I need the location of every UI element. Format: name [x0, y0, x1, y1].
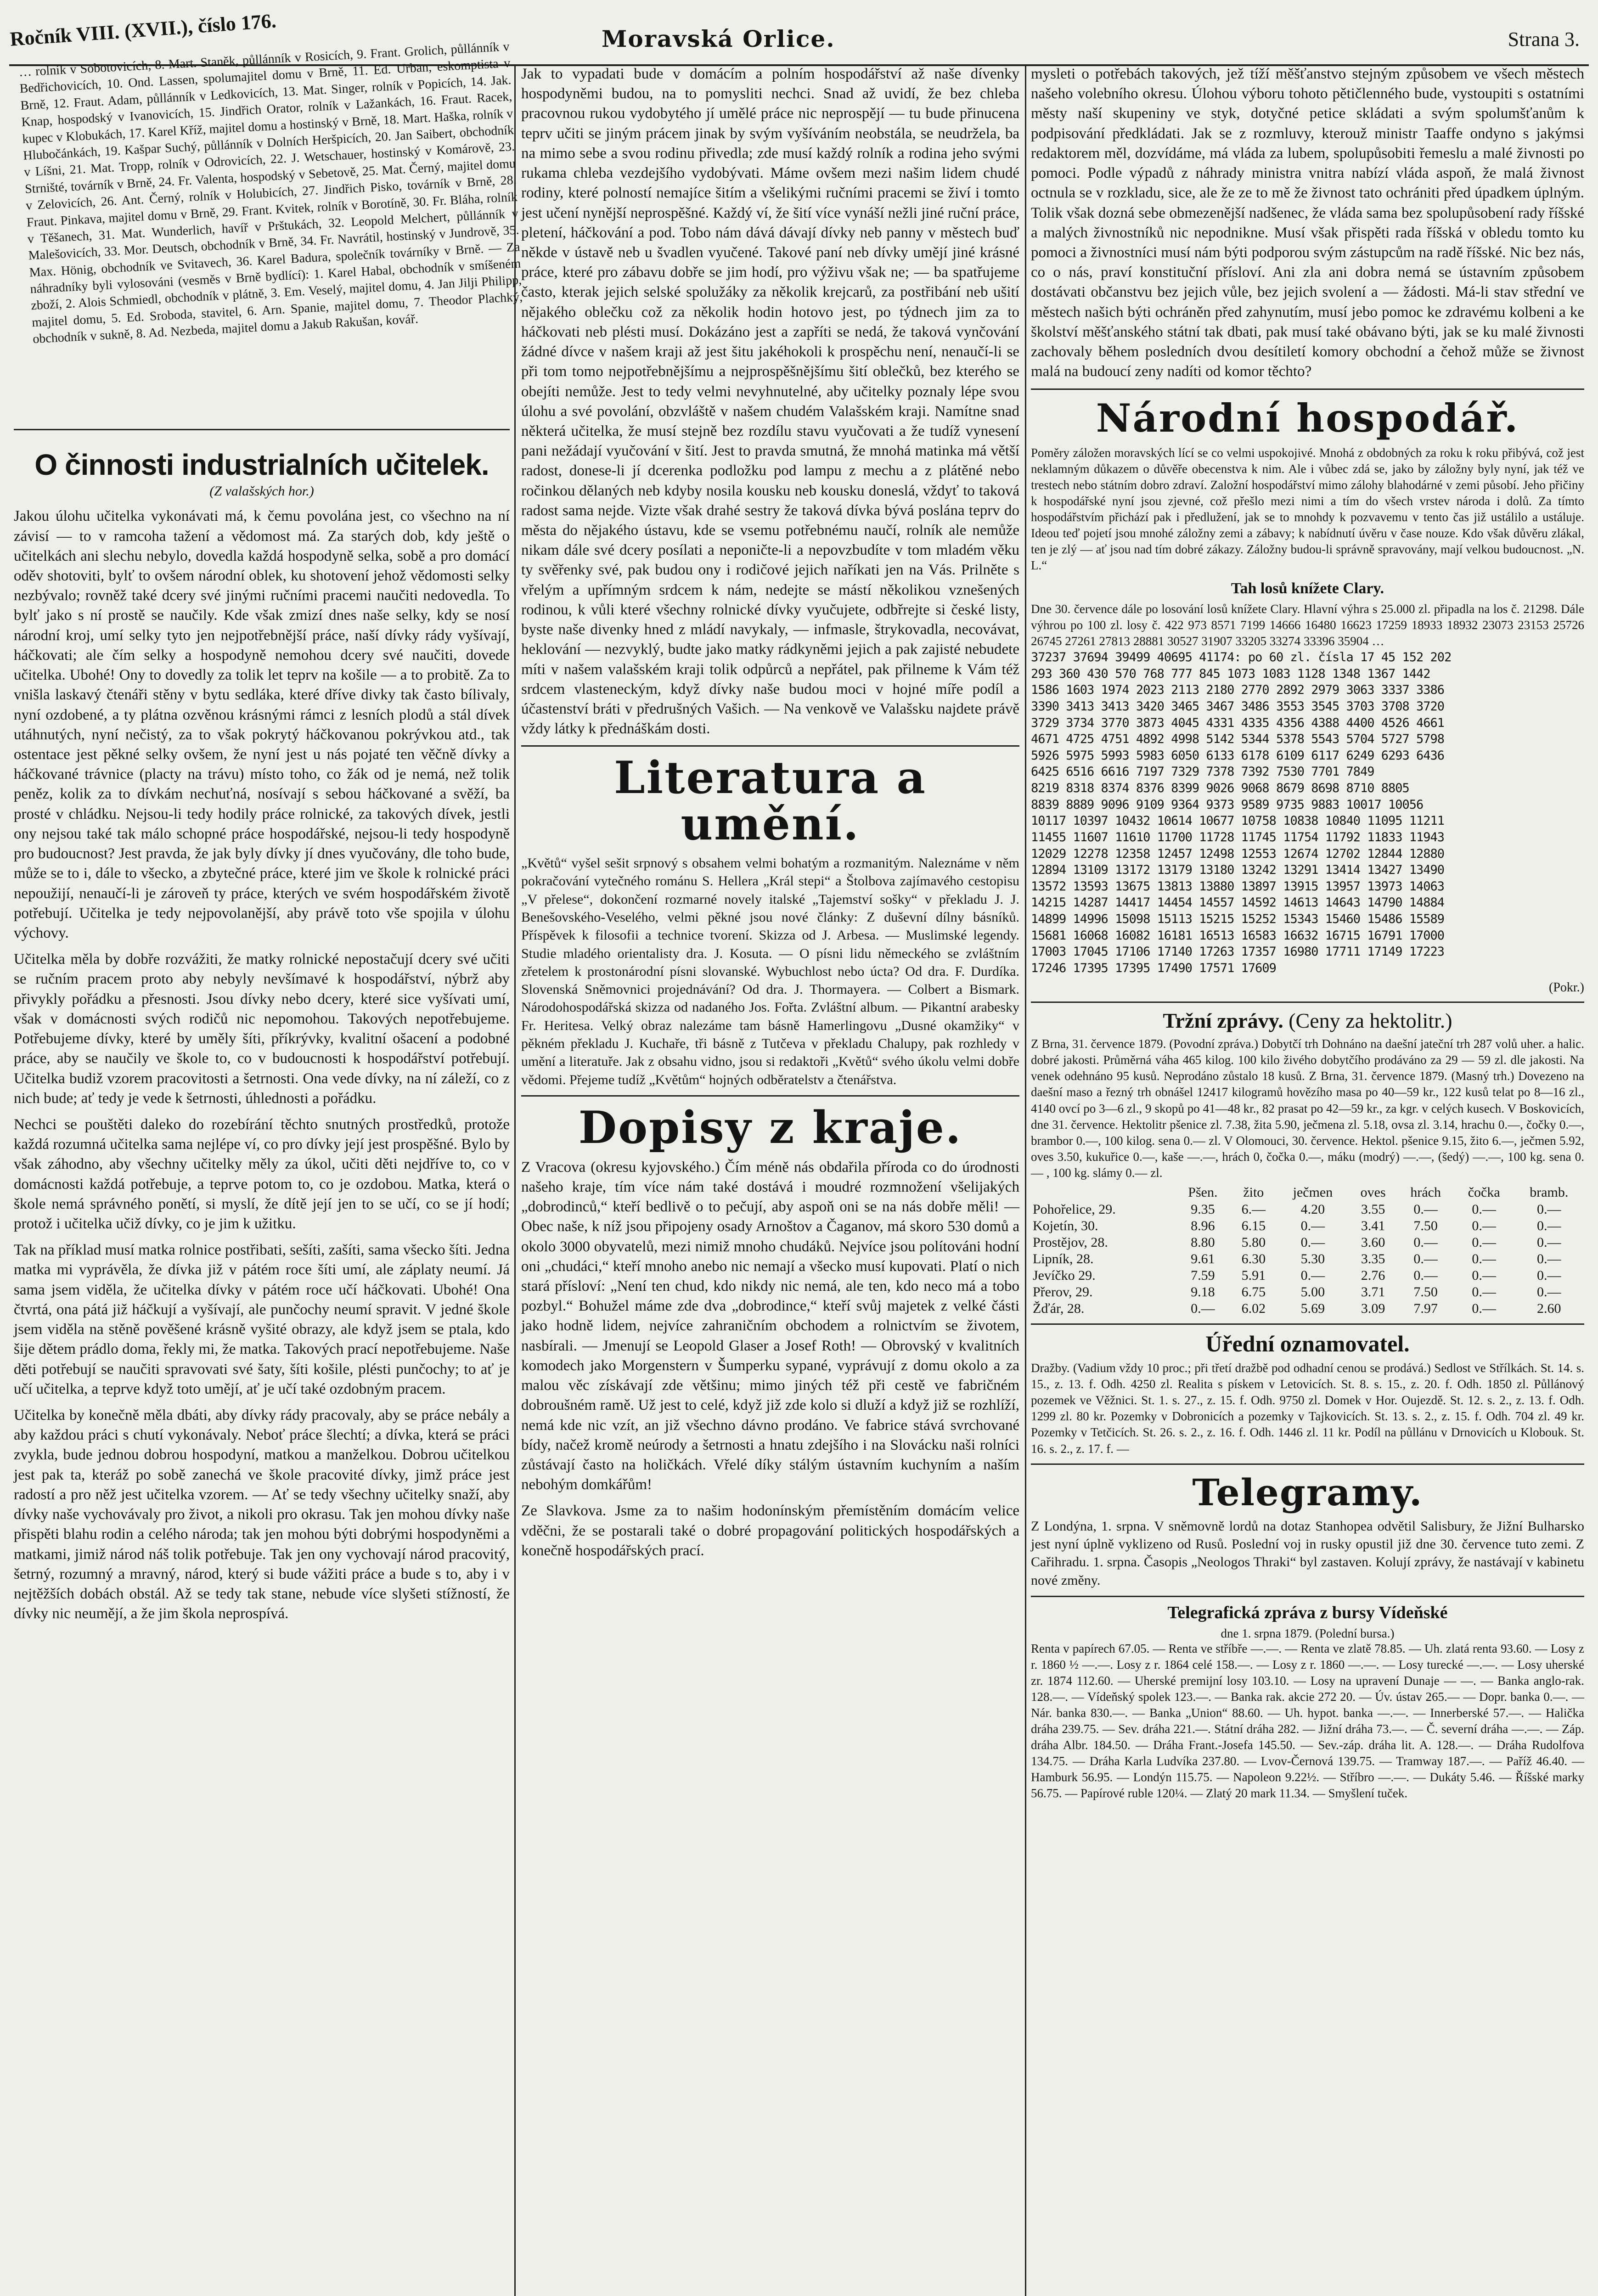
table-row	[1031, 1300, 1584, 1317]
table-cell: 0.—	[1472, 1251, 1496, 1267]
table-cell: 9.35	[1191, 1202, 1215, 1217]
juror-list: … rolník v Sobotovicích, 8. Mart. Staněk, půllánník v Rosicích, 9. Frant. Grolich, půllánník v Bedřichovicích, 10. Ond. Lassen, spolumajitel domu v Brně, 11. Ed. Urban, eskomptista v Brně, 12. Fraut. Adam, půllánník v Ledkovicích, 13. Mat. Singer, rolník v Popicích, 14. Jak. Knap, hospodský v Ivanovicích, 15. Jindřich Orator, rolník v Lažankách, 16. Fraut. Racek, kupec v Klobukách, 17. Karel Kříž, majitel domu a hostinský v Brně, 18. Mart. Haška, rolník v Hlubočánkách, 19. Kašpar Suchý, půllánník v Dolních Heršpicích, 20. Jan Saibert, obchodník v Líšni, 21. Mat. Tropp, rolník v Odrovicích, 22. J. Wetschauer, hostinský v Komárově, 23. Strništé, továrník v Brně, 24. Fr. Valenta, hospodský v Sebetově, 25. Mat. Černý, majitel domu v Zelovicích, 26. Ant. Černý, rolník v Holubicích, 27. Jindřich Pisko, továrník v Brně, 28. Fraut. Pinkava, majitel domu v Brně, 29. Frant. Kvitek, rolník v Borotíně, 30. Fr. Bláha, rolník v Těšanech, 31. Mat. Wunderlich, havíř v Prštukách, 32. Leopold Melchert, půllánník v Malešovicích, 33. Mor. Deutsch, obchodník v Brně, 34. Fr. Navrátil, hostinský v Jundrově, 35. Max. Hönig, obchodník ve Svitavech, 36. Karel Badura, společník továrníky v Brně. — Za náhradníky byli vylosováni (vesměs v Brně bydlící): 1. Karel Habal, obchodník v smíšeném zboží, 2. Alois Schmiedl, obchodník v plátně, 3. Em. Veselý, majitel domu, 4. Jan Jilji Philipp, majitel domu, 5. Ed. Sroboda, stavitel, 6. Arn. Spanie, majitel domu, 7. Theodor Plachký, obchodník v sukně, 8. Ad. Nezbeda, majitel domu a Jakub Rakušan, kovář.	[18, 39, 523, 347]
table-header: hrách	[1410, 1185, 1441, 1200]
table-cell: 7.59	[1191, 1268, 1215, 1283]
table-header	[1031, 1184, 1175, 1201]
table-cell: 6.30	[1241, 1251, 1266, 1267]
lottery-numbers: 37237 37694 39499 40695 41174: po 60 zl. čísla 17 45 152 202 293 360 430 570 768 777 845 1073 1083 1128 1348 1367 1442 1586 1603 1974 2023 2113 2180 2770 2892 2979 3063 3337 3386 3390 3413 3413 3420 3465 3467 3486 3553 3545 3703 3708 3720 3729 3734 3770 3873 4045 4331 4335 4356 4388 4400 4526 4661 4671 4725 4751 4892 4998 5142 5344 5378 5543 5704 5727 5798 5926 5975 5993 5983 6050 6133 6178 6109 6117 6249 6293 6436 6425 6516 6616 7197 7329 7378 7392 7530 7701 7849 8219 8318 8374 8376 8399 9026 9068 8679 8698 8710 8805 8839 8889 9096 9109 9364 9373 9589 9735 9883 10017 10056 10117 10397 10432 10614 10677 10758 10838 10840 11095 11211 11455 11607 11610 11700 11728 11745 11754 11792 11833 11943 12029 12278 12358 12457 12498 12553 12674 12702 12844 12880 12894 13109 13172 13179 13180 13242 13291 13414 13427 13490 13572 13593 13675 13813 13880 13897 13915 13957 13973 14063 14215 14287 14417 14454 14557 14592 14613 14643 14790 14884 14899 14996 15098 15113 15215 15252 15343 15460 15486 15589 15681 16068 16082 16181 16513 16583 16632 16715 16791 17000 17003 17045 17106 17140 17263 17357 16980 17711 17149 17223 17246 17395 17395 17490 17571 17609	[1031, 650, 1452, 975]
section-title-narodni-hospodar: Národní hospodář.	[1096, 395, 1519, 441]
table-row	[1031, 1267, 1584, 1284]
column-1	[14, 39, 523, 2296]
table-cell: Přerov, 29.	[1033, 1284, 1093, 1300]
telegrams-title: Telegramy.	[1192, 1470, 1423, 1514]
table-cell: 2.60	[1537, 1301, 1561, 1317]
table-cell: 7.50	[1413, 1284, 1438, 1300]
issue-info: Ročník VIII. (XVII.), číslo 176.	[9, 9, 277, 51]
section-title-literatura: Literatura a umění.	[614, 752, 927, 850]
table-cell: 0.—	[1472, 1235, 1496, 1250]
table-cell: 9.18	[1191, 1284, 1215, 1300]
article-paragraph: Jakou úlohu učitelka vykonávati má, k čemu povolána jest, co všechno na ní závisí — to v ramcoha tažení a vědomost má. Za starých dob, kdy ještě o učitelkách ani slechu nebylo, dovedla každá hospodyně selka, sobě a pro domácí oděv shotoviti, bylť to ovšem národní oblek, ku shotovení jehož vědomosti selky nezbývalo; rovněž také dcery své jinými ručními pracemi naučiti nedovedla. To bylť jako s ní prostě se naučily. Kde však zmizí dnes naše selky, kdy se nosí národní kroj, umí selky tyto jen nejpotřebnější práce, naší dívky rády vyšívají, háčkovati; ale čím selky a hospodyně nemohou dcery své naučiti, dovede učitelka. Ubohé! Ony to dovedly za tolik let teprv na košile — a to probitě. Za to vnišla laskavý čtenáři stěny v bytu sedláka, které dříve divky tak často bílivaly, nyní ozdobené, a ty plátna ozvěnou krásnými rámci z lesních plodů a stál dívek utáhnutých, nyní nečistý, za to však pokrytý háčkovanou pokrývkou atd., tak ostentace jest pěkné selky ovšem, že nyní jest u nás pojaté ten věčně dívky a háčkované trávnice (placty na trávu) místo toho, co žák od je nemá, než tolik peněz, kolik za to dívkám nechuťná, nosívají s sebou háčkované a svěží, ba prosté v chládku. Nejsou-li tedy hodily práce rolnické, za takových dívek, jestli ony nejsou také tak málo schopné práce hospodářské, nejsou-li tedy hospodyně pro budoucnost? Jest pravda, že jak byly dívky jí dnes vyučovány, dle toho bude, může se to i, dále to všecko, a zbytečné práce, které jim ve škole k rolnické práci nepoužijí, nenaučí-li je zároveň ty práce, kterých ve svém hospodářském životě potřebují. Učitelka je tedy nejpovolanější, aby právě toto vše spojila v úlohu výchovy.	[14, 508, 510, 941]
table-header: Pšen.	[1188, 1185, 1218, 1200]
table-cell: 0.—	[1537, 1284, 1561, 1300]
market-subtitle: (Ceny za hektolitr.)	[1289, 1008, 1452, 1032]
table-cell: 0.—	[1537, 1235, 1561, 1250]
column-divider-2	[1025, 66, 1026, 2296]
table-cell: 3.35	[1361, 1251, 1385, 1267]
newspaper-title: Moravská Orlice.	[602, 25, 835, 52]
separator	[521, 745, 1019, 747]
table-cell: 0.—	[1300, 1235, 1325, 1250]
table-cell: 6.—	[1241, 1202, 1266, 1217]
table-header: čočka	[1468, 1185, 1500, 1200]
article-paragraph: Tak na příklad musí matka rolnice postřibati, sešíti, zašíti, sama všecko šíti. Jedna matka mi vyprávěla, že dívka již v pátém roce šíti umí, ale záplaty neumí. Já sama jsem viděla, že učitelka dívky v pátém roce učí háčkovati. Ubohé! Ona čtvrtá, ona pátá již háčkují a vyšívají, ale punčochy neumí spravit. V jedné škole jsem viděla na stěně pověšené krásně vyšité obrazy, ale když jsem se ptala, kdo šije dětem prádlo doma, řekly mi, že matka. Takových prací nepotřebujeme. Naše děti potřebují se naučiti spravovati své šaty, šíti košile, plésti punčochy; to ať je učí učitelka, a teprve když toto umějí, ať je učí také ozdobným pracem.	[14, 1242, 510, 1397]
article-title: O činnosti industrialních učitelek.	[34, 448, 489, 481]
telegrams-text: Z Londýna, 1. srpna. V sněmovně lordů na dotaz Stanhopea odvětil Salisbury, že Jižní Bulharsko jest nyní úplně vyklizeno od Rusů. Poslední voj in rusky opustil již dne 30. července tuto zemi. Z Cařihradu. 1. srpna. Časopis „Neologos Thraki“ byl zastaven. Kolují zprávy, že nastávají v kabinetu nové změny.	[1031, 1518, 1584, 1588]
separator	[1031, 1463, 1584, 1465]
table-cell: Jevíčko 29.	[1033, 1268, 1096, 1283]
table-cell: 0.—	[1191, 1301, 1215, 1317]
table-cell: 3.55	[1361, 1202, 1385, 1217]
table-cell: 4.20	[1300, 1202, 1325, 1217]
table-cell: 5.80	[1241, 1235, 1266, 1250]
letter-paragraph: Ze Slavkova. Jsme za to našim hodonínským přemístěním domácím velice vděčni, že se postarali také o dobré propagování politických hospodářských a konečně hospodářských prací.	[521, 1503, 1019, 1559]
table-cell: 0.—	[1472, 1301, 1496, 1317]
article-subtitle: (Z valašských hor.)	[209, 484, 314, 499]
article-paragraph: Nechci se pouštěti daleko do rozebírání těchto snutných prostředků, protože každá rozumná učitelka sama nejlépe ví, co pro dívky její jest prospěšné. Bylo by však záhodno, aby všechny učitelky měly za úkol, učiti děti nejdříve to, co v domácnosti každá potřebuje, a teprve potom to, co je ozdobou. Matka, která o škole nemá správného ponětí, si myslí, že dítě její jen to se učí, co se jí hodí; protož i učitelka učiž dívky, co je jim k užitku.	[14, 1116, 510, 1232]
market-text: Z Brna, 31. července 1879. (Povodní zpráva.) Dobytčí trh Dohnáno na daešní jateční trh 287 volů uher. a halic. dobré jakosti. Průměrná váha 465 kilog. 100 kilo živého dobytčího prodáváno za 29 — 59 zl. dle jakosti. Na venek odehnáno 95 kusů. Neprodáno zůstalo 18 kusů. Z Brna, 31. července 1879. (Masný trh.) Dovezeno na daešní maso a řezný trh obnášel 12417 kilogramů hovězího masa po 40—59 kr., 122 kusů telat po 8—16 zl., 4140 ovcí po 3—6 zl., 9 skopů po 41—48 kr., 82 prasat po 42—59 kr., za kgr. v celých kusech. V Boskovicích, dne 31. července. Hektolitr pšenice zl. 7.38, žita 5.90, ječmena zl. 5.18, ovsa zl. 3.14, hrachu 0.—, čočky 0.—, brambor 0.—, 100 kilog. sena 0.— zl. V Olomouci, 30. července. Hektol. pšenice 9.15, žito 6.—, ječmen 5.92, oves 3.50, kukuřice 0.—, kaše —.—, hrách 0, čočka 0.—, máku (modrý) —.—, (šedý) —.—, 100 kg. sena 0.— , 100 kg. slámy 0.— zl.	[1031, 1037, 1584, 1180]
table-cell: 8.96	[1191, 1218, 1215, 1234]
letter-paragraph: Z Vracova (okresu kyjovského.) Čím méně nás obdařila příroda co do úrodnosti našeho kraje, tím více nám také dostává i moudré rozmnožení všelijakých „dobrodinců,“ kteří bedlivě o to pečují, aby aspoň oni se na nás dobře měli! — Obec naše, k níž jsou připojeny osady Arnoštov a Čaganov, má skoro 530 domů a okolo 3000 obyvatelů, mezi nimiž mnoho chudáků. Nejvíce jsou polítováni hodní oni „chudáci,“ kteří mnoho anebo nic nemají a všecko musí kupovati. Platí o nich stará přísloví: „Není ten chud, kdo nikdy nic nemá, ale ten, kdo neco má a tobo pozbyl.“ Bohužel máme zde dva „dobrodince,“ kteří svůj majetek z velké části jako hodně lidem, nejvíce zahraničním obchodem a rolnictvím se životem, nasbírali. — Jmenují se Leopold Glaser a Josef Roth! — Obrovský v kvalitních komodech jako Morgenstern v Šumperku sypané, vyprávují z domu okolo a za malou věc získávají zde většinu; mimo jiných též při cestě ve fabričném dobroušném ramě. Už jest to celé, když již zde kolo si dluží a když již se rozhlíží, nemá kde nic vzít, an již všechno dávno prodáno. Ve fabrice stává svrchované bídy, načež kromě neúrody a šetrnosti a hnatu zdejšího i na Slovácku naši rolníci zůstávají často na holičkách. Vřelé díky stálým ústavním kuchyním a naším nebohým domkářům!	[521, 1159, 1019, 1493]
table-cell: 9.61	[1191, 1251, 1215, 1267]
table-cell: 8.80	[1191, 1235, 1215, 1250]
literature-text: „Květů“ vyšel sešit srpnový s obsahem velmi bohatým a rozmanitým. Naleznáme v něm pokračování vytečného románu S. Hellera „Král stepi“ a Štolbova zajímavého cestopisu „V přelese“, dokončení rozmarné novely italské „Tajemství sošky“ v překladu J. J. Benešovského-Veselého, velmi pěkné jsou nové články: Z duševní dílny básníků. Příspěvek k filosofii a technice tvorení. Skizza od J. Arbesa. — Muslimské legendy. Studie mladého orientalisty dra. J. Kosuta. — O písni lidu německého se zvláštním zřetelem k prostonárodní písni slovanské. Wybuchlost nebo úcta? Od dra. F. Durdíka. Slovenská Sněmovnici projednávání? Od dra. J. Thormayera. — Colbert a Bismark. Národohospodářská skizza od nadaného Jos. Fořta. Zvláštní album. — Pikantní arabesky Fr. Heritesa. Velký obraz nalezáme tam básně Hamerlingovu „Dusné okamžiky“ v pěkném překladu J. Kuchaře, tři básně z Tutčeva v překladu Chalupy, pak rozhledy v umění a literatuře. Jak z obsahu vidno, jsou si redaktoři „Květů“ svého úkolu velmi dobře vědomi. Přejeme tudíž „Květům“ hojných odběratelstv a čtenářstva.	[521, 855, 1019, 1087]
table-cell: 0.—	[1413, 1268, 1438, 1283]
table-row	[1031, 1201, 1584, 1218]
economy-text: Poměry záložen moravských lící se co velmi uspokojivé. Mnohá z obdobných za roku k roku přibývá, což jest neklamným důkazem o důvěře obecenstva k nim. Ale i vůbec zdá se, jako by záložny byly nyní, jak též ve trestech nebo státním dobro zdraví. Založní hospodářství mimo zálohy blahodárné v zemi působí. Jeho přičiny k hospodářské nyní jsou zjevné, což přešlo mezi nimi a tím do všech vrstev národa i dolů. Za tímto hospodářstvím přichází pak i předlužení, jak se to mnohdy k pozvavemu v tento čas již ustálilo a ustáluje. Ideou teď pojetí jsou mnohé záložny zemi a zábavy; k nabídnutí úvěru v čase nouze. Kdo však důvěru zlákal, ten je zlý — ať jsou nad tím dobré zákazy. Záložny budou-li správně spravovány, mají velkou budoucnost. „N. L.“	[1031, 445, 1584, 573]
table-body	[1031, 1201, 1584, 1317]
separator	[521, 1095, 1019, 1097]
table-cell: Lipník, 28.	[1033, 1251, 1094, 1267]
separator	[14, 429, 510, 430]
bourse-title: Telegrafická zpráva z bursy Vídeňské	[1167, 1603, 1448, 1622]
table-cell: 0.—	[1472, 1284, 1496, 1300]
table-cell: Pohořelice, 29.	[1033, 1202, 1116, 1217]
column-3	[1031, 64, 1584, 2296]
table-cell: 0.—	[1537, 1268, 1561, 1283]
table-cell: 0.—	[1537, 1218, 1561, 1234]
section-title-dopisy: Dopisy z kraje.	[578, 1101, 962, 1154]
table-cell: 7.50	[1413, 1218, 1438, 1234]
lottery-title: Tah losů knížete Clary.	[1231, 580, 1384, 597]
table-row	[1031, 1251, 1584, 1267]
table-header-row	[1031, 1184, 1584, 1201]
table-cell: 5.30	[1300, 1251, 1325, 1267]
table-cell: 0.—	[1472, 1218, 1496, 1234]
continued-note: (Pokr.)	[1549, 980, 1584, 995]
table-cell: 3.41	[1361, 1218, 1385, 1234]
table-header: žito	[1243, 1185, 1264, 1200]
table-cell: 3.60	[1361, 1235, 1385, 1250]
table-cell: 5.00	[1300, 1284, 1325, 1300]
table-cell: 0.—	[1537, 1251, 1561, 1267]
article-paragraph: Jak to vypadati bude v domácím a polním hospodářství až naše dívenky hospodyněmi budou, na to pomysliti nechci. Snad až uvidí, že bez chleba pracovnou rukou vydobytého jí umělé práce nic neprospějí — tu bude přinucena teprv učiti se jiným prácem jinak by svým vyšíváním neobstála, se neudržela, ba na mimo sebe a svou rodinu přivedla; zde musí každý rolník a rodina jeho svými rukama chleba vezdejšího vydobývati. Máme ovšem mezi našim lidem chudé rodiny, které polností nemajíce šitím a všelikými ručními pracemi se živí i tomto jest učení nynější neprospěšné. Každý ví, že šití více vynáší nežli jiné ruční práce, pletení, háčkování a pod. Tobo nám dává dávají dívky neb panny v městech buď někde v ústavě neb u švadlen vyučené. Takové paní neb dívky umějí jiné krásné práce, které pro zábavu dobře se jim hodí, pro výživu však ne; — ba spatřujeme často, kterak jejich selské spolužáky za několik krejcarů, za postřibání neb ušití nějakého oblečku což za několik hodin hotovo jest, po týdnech jim za to háčkovati neb plésti musí. Dokázáno jest a zapříti se nedá, že taková vynčování žádné dívce v našem kraji až jest šitu jakéhokoli k prospěchu není, nenaučí-li se při tom tomo nejpotřebnějšímu a nejprospěšnějšímu šití oblečků, bez kterého se obejíti nemůže. Jest to tedy velmi nevyhnutelné, aby učitelky poznaly lépe svou úlohu a své povolání, obzvláště v našem chudém Valašském kraji. Namítne snad některá učitelka, že musí stejně bez rozdílu stavu vyučovati a že tudíž vynesení pani nežádají vyučování v šití. Jest to pravda smutná, že mnohá matinka má větší radost, donese-li jí dcerenka podložku pod lampu z mechu a z plátěné nebo ročinkou dělaných neb kdyby nosila kousku neb kousku doneslá, vždyť to taková radost sama nejde. Vizte však drahé sestry že taková dívka bývá poslána teprv do města do nějakého ústavu, kde se vsemu potřebnému naučí, rolník ale nemůže nikam dále své dcery posílati a neponičte-li a nepovzbudíte v tom mladém věku ty svěřenky své, pak budou ony i rodičové jejich naříkati jen na Vás. Prilněte s vřelým a upřímným srdcem k nám, nedejte se mástí několikou vznešených rodinou, k vůli které všechny rolnické dívky vyučujete, odbřrejte si české listy, byste naše divenky hned z mládí navykaly, — infmasle, štrykovadla, necovávat, heklování — nezvyklý, budte jako matky rádkyněmi jejich a pak zajisté nebudete míti v našem valašském kraji tolik odpůrců a nepřátel, pak přilneme k Vám též srdcem vlasteneckým, když dívky naše budou moci v hojné míře podíl a účastenství bráti v předrušných Vašich. — Na venkově ve Valašsku najdete právě vždy látky k přednáškám dosti.	[521, 66, 1019, 737]
bourse-subtitle: dne 1. srpna 1879. (Polední bursa.)	[1221, 1626, 1395, 1640]
table-cell: 0.—	[1300, 1218, 1325, 1234]
table-row	[1031, 1218, 1584, 1234]
table-cell: 0.—	[1300, 1268, 1325, 1283]
grain-price-table	[1031, 1184, 1584, 1317]
table-cell: 0.—	[1413, 1251, 1438, 1267]
separator	[1031, 1323, 1584, 1325]
market-title-text: Tržní zprávy.	[1163, 1008, 1283, 1032]
table-cell: Žďár, 28.	[1033, 1301, 1085, 1317]
table-cell: 3.71	[1361, 1284, 1385, 1300]
table-cell: 7.97	[1413, 1301, 1438, 1317]
page-number: Strana 3.	[1508, 28, 1580, 51]
separator	[1031, 388, 1584, 390]
table-cell: 0.—	[1413, 1202, 1438, 1217]
table-cell: 3.09	[1361, 1301, 1385, 1317]
table-cell: 0.—	[1472, 1202, 1496, 1217]
table-header: ječmen	[1293, 1185, 1333, 1200]
table-cell: 6.15	[1241, 1218, 1266, 1234]
separator	[1031, 1002, 1584, 1003]
table-row	[1031, 1284, 1584, 1300]
column-divider-1	[514, 66, 516, 2296]
table-cell: Kojetín, 30.	[1033, 1218, 1098, 1234]
table-header: oves	[1360, 1185, 1386, 1200]
table-cell: 5.69	[1300, 1301, 1325, 1317]
table-header: bramb.	[1530, 1185, 1569, 1200]
table-cell: 2.76	[1361, 1268, 1385, 1283]
article-paragraph: Učitelka by konečně měla dbáti, aby dívky rády pracovaly, aby se práce nebály a aby každou práci s chutí vykonávaly. Neboť práce šlechtí; a dívka, která se práci zvykla, bude jednou dobrou hospodyní, matkou a manželkou. Dobrou učitelkou jest pak ta, kteráž po sobě zanechá ve škole pracovité dívky, jimž práce jest radostí a pro něž jest učitelka vzorem. — Ať se tedy všechny učitelky snaží, aby dívky naše vychovávaly pro život, a nikoli pro okrasu. Tak jen mohou dívky naše přispěti blahu rodin a celého národa; tak jen mohou býti dobrými hospodyněmi a matkami, jimiž národ náš tolik potřebuje. Tak jen ony vychovají národ pracovitý, šetrný, rozumný a mravný, národ, který si bude vážiti práce a bude s to, aby i v nejtěžších dobách obstál. Až se tedy tak stane, nebude více slyšeti stížností, že dívky nic neumějí, a že jim škola neprospívá.	[14, 1407, 510, 1622]
table-cell: 6.75	[1241, 1284, 1266, 1300]
lottery-text: Dne 30. července dále po losování losů knížete Clary. Hlavní výhra s 25.000 zl. připadla na los č. 21298. Dále výhrou po 100 zl. losy č. 422 973 8571 7199 14666 16480 16623 17259 18933 18932 23073 23153 25726 26745 27261 27813 28881 30527 31907 33205 33274 33396 35904 …	[1031, 602, 1584, 648]
article-paragraph: Učitelka měla by dobře rozvážiti, že matky rolnické nepostačují dcery své učiti se ručním pracem proto aby nebyly nevšímavé k hospodářství, nýbrž aby přivykly pořádku a přesnosti. Jsou dívky nebo dcery, které sice vyšívati umí, však v domácnosti svých rodičů nic nepomohou. Takových nepotřebujeme. Potřebujeme dívky, které by uměly šíti, příkrývky, kvalitní ošacení a podobné práce, aby se naučily ve škole to, co v budoucnosti k hospodářství potřebují. Učitelka budiž vzorem pracovitosti a šetrnosti. Ona vede dívky, na ní záleží, co z nich bude; ať tedy je vede k šetrnosti, úhlednosti a pořádku.	[14, 951, 510, 1107]
table-cell: 6.02	[1241, 1301, 1266, 1317]
table-cell: 0.—	[1413, 1235, 1438, 1250]
table-cell: 5.91	[1241, 1268, 1266, 1283]
official-notices-title: Úřední oznamovatel.	[1205, 1331, 1410, 1357]
table-cell: 0.—	[1472, 1268, 1496, 1283]
separator	[1031, 1596, 1584, 1597]
table-cell: 0.—	[1537, 1202, 1561, 1217]
official-notices-text: Dražby. (Vadium vždy 10 proc.; při třetí dražbě pod odhadní cenou se prodává.) Sedlost ve Střílkách. St. 14. s. 15., z. 13. f. Odh. 4250 zl. Realita s pískem v Letovicích. St. 8. s. 15., z. 20. f. Odh. 1850 zl. Půllánový pozemek ve Věžnici. St. 1. s. 27., z. 15. f. Odh. 9750 zl. Domek v Hor. Oujezdě. St. 12. s. 2., z. 13. f. Odh. 1299 zl. 80 kr. Pozemky v Dobronicích a pozemky v Tajkovicích. St. 13. s. 2., z. 15. f. Odh. 704 zl. 49 kr. Pozemky v Tetčicích. St. 26. s. 2., z. 16. f. Odh. 1446 zl. 11 kr. Podíl na půllánu v Drnovicích u Klobouk. St. 16. s. 2., z. 17. f. —	[1031, 1361, 1584, 1456]
table-cell: Prostějov, 28.	[1033, 1235, 1108, 1250]
market-title	[1031, 1009, 1584, 1033]
table-row	[1031, 1234, 1584, 1251]
column-2	[521, 64, 1019, 2296]
article-continuation: mysleti o potřebách takových, jež tíží měšťanstvo stejným způsobem ve všech městech našeho volebního okresu. Úlohou výboru tohoto pětičlenného bude, vystoupiti s ostatními městy naší skupeniny ve styk, dotyčné petice skládati a svým spolumšťanům k podpisování předkládati. Jak se z rozmluvy, kterouž ministr Taaffe ondyno s jakýmsi redaktorem měl, dozvídáme, má vláda za lubem, spolupůsobiti řemeslu a malé živnosti po pomoci. Podle výpadů z náhrady ministra vnitra nabízí vláda aspoň, že malá živnost octnula se v rozkladu, sice, ale že ze to mě že živnost tato ochrániti před úpadkem úplným. Tolik však dozná sebe obmezenější nadšenec, že vláda sama bez spolupůsobení rady říšské a malých živnostníků nic nepodnikne. Musí však přispěti rada říšská v obledu tomto ku pomoci a živnostníci musí nám býti podporou svým zástupcům na radě říšské. Nic bez nás, co o nás, praví konstituční přísloví. Ani zla ani dobra nemá se ústavním způsobem dostávati občanstvu bez jejich vůle, bez jejich svolení a — žádosti. Má-li stav střední ve městech našich býti ochráněn před zahynutím, musí jebo pomoc ke zdravému kolbeni a ke školství měšťanského státní tak dbati, pak musí také obávano býti, jak se ku malé živnosti zachovaly během posledních dvou desítiletí komory obchodní a čehož může se živnost malá na budoucí zeny nadíti od komor těchto?	[1031, 66, 1584, 380]
bourse-text: Renta v papírech 67.05. — Renta ve stříbře —.—. — Renta ve zlatě 78.85. — Uh. zlatá renta 93.60. — Losy z r. 1860 ½ —.—. Losy z r. 1864 celé 158.—. — Losy z r. 1860 —.—. — Losy turecké —.—. — Losy uherské zr. 1874 112.60. — Uherské premijní losy 103.10. — Losy na upravení Dunaje — —. — Banka anglo-rak. 128.—. — Vídeňský spolek 123.—. — Banka rak. akcie 272 20. — Úv. ústav 265.— — Dopr. banka 0.—. — Nár. banka 830.—. — Banka „Union“ 88.60. — Uh. hypot. banka —.—. — Innerberské 57.—. — Halička dráha 239.75. — Sev. dráha 221.—. Státní dráha 282. — Jižní dráha 73.—. — Č. severní dráha —.—. — Záp. dráha Albr. 184.50. — Dráha Frant.-Josefa 145.50. — Sev.-záp. dráha lit. A. 128.—. — Dráha Rudolfova 134.75. — Dráha Karla Ludvíka 237.80. — Lvov-Černová 139.75. — Tramway 187.—. — Paříž 46.40. — Hamburk 56.95. — Londýn 115.75. — Napoleon 9.22½. — Stříbro —.—. — Dukáty 5.46. — Říšské marky 56.75. — Papírové ruble 120¼. — Zlatý 20 mark 11.34. — Smyšlení tuček.	[1031, 1641, 1584, 1801]
